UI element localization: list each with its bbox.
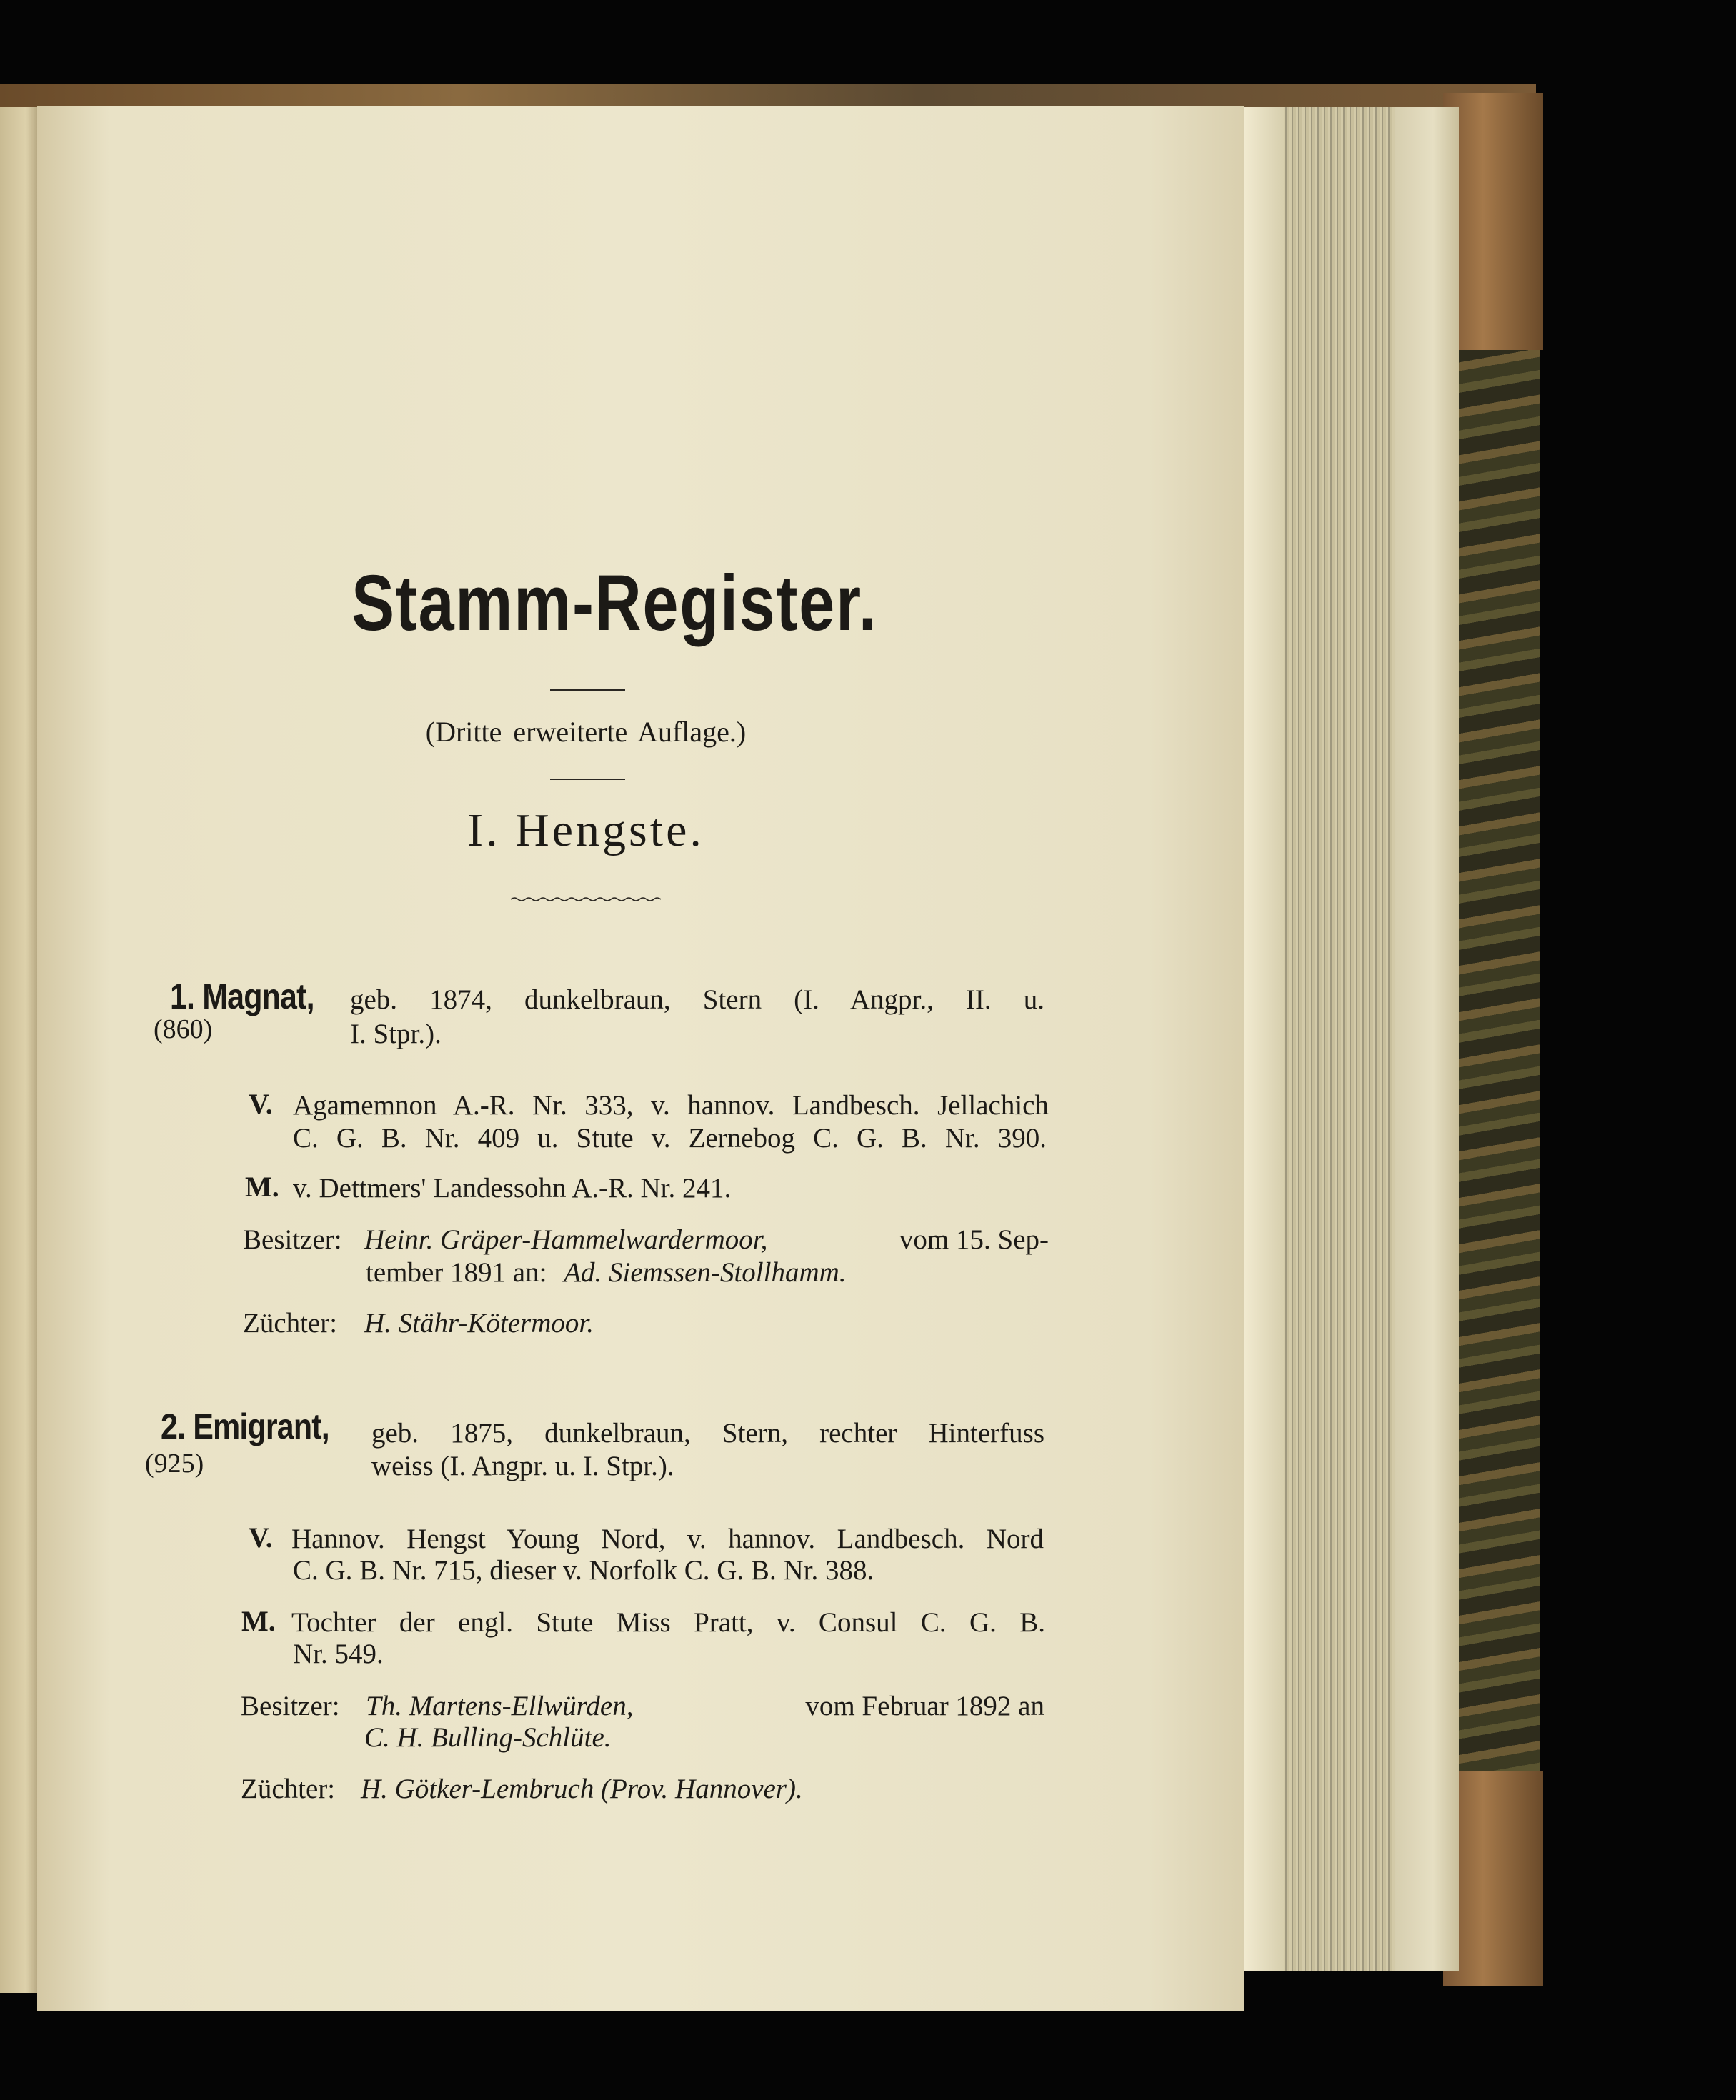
entry-name: 2. Emigrant,: [161, 1406, 329, 1446]
owner-line: [364, 1226, 1049, 1254]
entry-number: (860): [154, 1014, 213, 1044]
page-stack-edge-right: [1395, 107, 1459, 1971]
dam-text: v. Dettmers' Landessohn A.-R. Nr. 241.: [293, 1173, 732, 1204]
owner-line-cont: [366, 1259, 847, 1286]
owner-line-cont: [364, 1724, 612, 1751]
edition-subtitle: (Dritte erweiterte Auflage.): [425, 716, 747, 748]
dam-text-cont: Nr. 549.: [293, 1639, 384, 1669]
sire-text-cont: C. G. B. Nr. 409 u. Stute v. Zernebog C. G. B. Nr. 390.: [293, 1123, 1047, 1154]
subtitle-rule: [550, 779, 625, 780]
breeder-label: Züchter:: [243, 1308, 338, 1339]
sire-text: Hannov. Hengst Young Nord, v. hannov. Landbesch. Nord: [291, 1524, 1044, 1554]
entry-description: geb. 1875, dunkelbraun, Stern, rechter Hinterfuss: [371, 1418, 1044, 1449]
ornamental-rule: [511, 896, 661, 902]
entry-description-cont: weiss (I. Angpr. u. I. Stpr.).: [371, 1451, 674, 1481]
sire-text-cont: C. G. B. Nr. 715, dieser v. Norfolk C. G. B. Nr. 388.: [293, 1555, 874, 1586]
page-stack-edge-left: [1244, 107, 1284, 1971]
dam-label: M.: [241, 1605, 276, 1637]
owner-line: [366, 1692, 1044, 1720]
owner-name: Th. Martens-Ellwürden,: [366, 1691, 634, 1721]
sire-label: V.: [249, 1521, 273, 1554]
entry-description-cont: I. Stpr.).: [350, 1019, 442, 1049]
breeder-name: H. Götker-Lembruch (Prov. Hannover).: [361, 1774, 803, 1804]
book-cover-right: [1457, 93, 1540, 1979]
sire-text: Agamemnon A.-R. Nr. 333, v. hannov. Landbesch. Jellachich: [293, 1090, 1049, 1121]
owner-transfer: tember 1891 an:: [366, 1257, 547, 1288]
page-title: Stamm-Register.: [351, 559, 878, 647]
owner-label: Besitzer:: [243, 1224, 342, 1255]
page-stack: [1244, 107, 1459, 1971]
owner-label: Besitzer:: [241, 1691, 340, 1721]
breeder-label: Züchter:: [241, 1774, 336, 1804]
entry-description: geb. 1874, dunkelbraun, Stern (I. Angpr., II. u.: [350, 984, 1044, 1015]
new-owner-name: C. H. Bulling-Schlüte.: [364, 1722, 612, 1753]
dam-label: M.: [245, 1171, 279, 1203]
owner-date: vom Februar 1892 an: [805, 1691, 1044, 1721]
entry-number: (925): [145, 1449, 204, 1479]
previous-page-edge: [0, 107, 37, 1993]
dam-text: Tochter der engl. Stute Miss Pratt, v. Consul C. G. B.: [291, 1607, 1045, 1638]
book-page: [37, 106, 1244, 2011]
sire-label: V.: [249, 1088, 273, 1120]
section-heading: I. Hengste.: [467, 804, 704, 856]
breeder-name: H. Stähr-Kötermoor.: [364, 1308, 594, 1339]
title-rule: [550, 689, 625, 691]
owner-date: vom 15. Sep-: [899, 1224, 1049, 1255]
new-owner-name: Ad. Siemssen-Stollhamm.: [564, 1257, 847, 1288]
owner-name: Heinr. Gräper-Hammelwardermoor,: [364, 1224, 768, 1255]
entry-name: 1. Magnat,: [170, 976, 314, 1016]
